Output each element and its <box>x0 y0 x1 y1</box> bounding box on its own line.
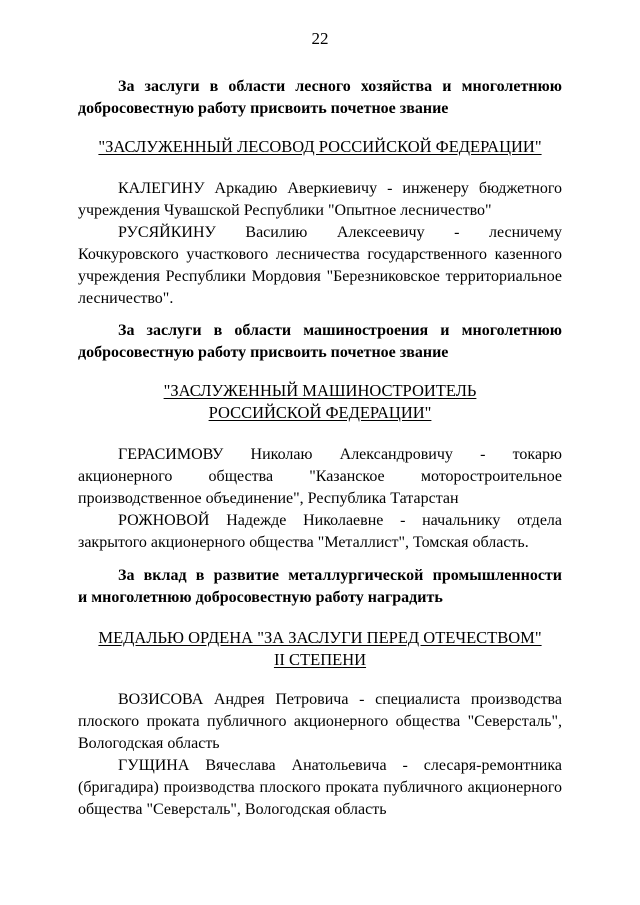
section-2-title-line-1: "ЗАСЛУЖЕННЫЙ МАШИНОСТРОИТЕЛЬ <box>163 381 477 400</box>
section-3-entries <box>78 689 562 821</box>
section-1-intro-line-2: добросовестную работу присвоить почетное звание <box>78 100 449 117</box>
section-2-intro-line-1: За заслуги в области машиностроения и многолетнюю <box>118 322 562 339</box>
section-3-title <box>78 627 562 671</box>
section-1-entries <box>78 178 562 310</box>
section-3-title-line-1: МЕДАЛЬЮ ОРДЕНА "ЗА ЗАСЛУГИ ПЕРЕД ОТЕЧЕСТВОМ" <box>98 628 542 647</box>
section-1-intro-line-1: За заслуги в области лесного хозяйства и многолетнюю <box>118 78 562 95</box>
page-number: 22 <box>311 29 329 48</box>
section-1-title-line-1: "ЗАСЛУЖЕННЫЙ ЛЕСОВОД РОССИЙСКОЙ ФЕДЕРАЦИИ" <box>98 137 542 156</box>
section-3-intro-line-2: и многолетнюю добросовестную работу наградить <box>78 589 443 606</box>
section-3-intro <box>78 565 562 609</box>
award-entry: КАЛЕГИНУ Аркадию Аверкиевичу - инженеру бюджетного учреждения Чувашской Республики "Опытное лесничество" <box>78 180 562 219</box>
section-2-intro <box>78 320 562 364</box>
section-1-intro <box>78 76 562 120</box>
section-3-title-line-2: II СТЕПЕНИ <box>273 650 367 669</box>
section-2-intro-line-2: добросовестную работу присвоить почетное звание <box>78 344 449 361</box>
award-entry: ГУЩИНА Вячеслава Анатольевича - слесаря-ремонтника (бригадира) производства плоского проката публичного акционерного общества "Северсталь", Вологодская область <box>78 757 562 818</box>
award-entry: ВОЗИСОВА Андрея Петровича - специалиста производства плоского проката публичного акционерного общества "Северсталь", Вологодская область <box>78 691 562 752</box>
section-2-entries <box>78 444 562 554</box>
section-2-title-line-2: РОССИЙСКОЙ ФЕДЕРАЦИИ" <box>208 403 432 422</box>
section-1-title <box>78 136 562 158</box>
section-3-intro-line-1: За вклад в развитие металлургической промышленности <box>118 567 562 584</box>
award-entry: ГЕРАСИМОВУ Николаю Александровичу - токарю акционерного общества "Казанское моторостроительное производственное объединение", Республика Татарстан <box>78 446 562 507</box>
award-entry: РОЖНОВОЙ Надежде Николаевне - начальнику отдела закрытого акционерного общества "Металлист", Томская область. <box>78 512 562 551</box>
award-entry: РУСЯЙКИНУ Василию Алексеевичу - лесничему Кочкуровского участкового лесничества государственного казенного учреждения Республики Мордовия "Березниковское территориальное лесничество". <box>78 224 562 307</box>
section-2-title <box>78 380 562 424</box>
